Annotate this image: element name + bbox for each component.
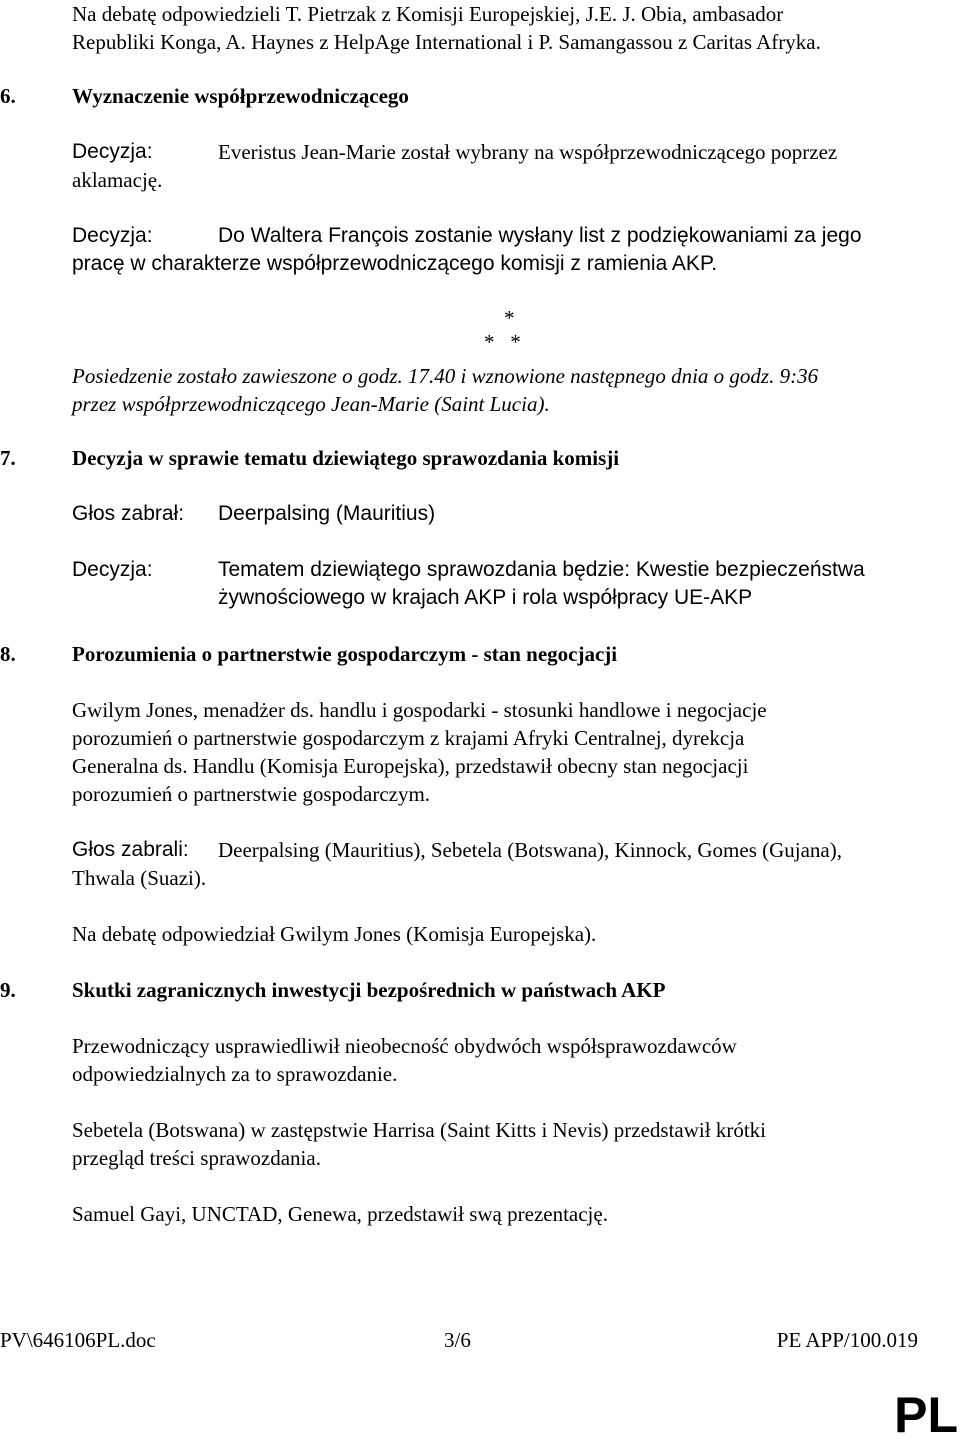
section-8-number: 8. xyxy=(0,642,16,666)
speaker-label: Głos zabrał: xyxy=(72,502,185,525)
paragraph-line: Gwilym Jones, menadżer ds. handlu i gospodarki - stosunki handlowe i negocjacje xyxy=(72,698,767,722)
decision-1-text-cont: aklamację. xyxy=(72,168,163,192)
section-9-title: Skutki zagranicznych inwestycji bezpośrednich w państwach AKP xyxy=(72,978,666,1002)
paragraph-line: przegląd treści sprawozdania. xyxy=(72,1146,321,1170)
paragraph-line: Samuel Gayi, UNCTAD, Genewa, przedstawił swą prezentację. xyxy=(72,1202,608,1226)
decision-1-text: Everistus Jean-Marie został wybrany na współprzewodniczącego poprzez xyxy=(218,140,838,164)
section-7-number: 7. xyxy=(0,446,16,470)
paragraph-line: Sebetela (Botswana) w zastępstwie Harrisa (Saint Kitts i Nevis) przedstawił krótki xyxy=(72,1118,766,1142)
decision-2-text-cont: pracę w charakterze współprzewodniczącego komisji z ramienia AKP. xyxy=(72,252,718,275)
reply-text: Na debatę odpowiedział Gwilym Jones (Komisja Europejska). xyxy=(72,922,597,946)
paragraph-line: Przewodniczący usprawiedliwił nieobecność obydwóch współsprawozdawców xyxy=(72,1034,737,1058)
paragraph-line: porozumień o partnerstwie gospodarczym z krajami Afryki Centralnej, dyrekcja xyxy=(72,726,745,750)
paragraph-line: porozumień o partnerstwie gospodarczym. xyxy=(72,782,431,806)
footer-doc-ref: PV\646106PL.doc xyxy=(0,1328,156,1352)
section-9-number: 9. xyxy=(0,978,16,1002)
speakers-list-cont: Thwala (Suazi). xyxy=(72,866,207,890)
decision-text-cont: żywnościowego w krajach AKP i rola współpracy UE-AKP xyxy=(218,586,753,609)
separator-stars-bottom: * * xyxy=(484,330,521,354)
language-mark: PL xyxy=(894,1387,958,1443)
paragraph-line: odpowiedzialnych za to sprawozdanie. xyxy=(72,1062,398,1086)
decision-label: Decyzja: xyxy=(72,224,153,247)
section-7-title: Decyzja w sprawie tematu dziewiątego sprawozdania komisji xyxy=(72,446,620,470)
intro-line-2: Republiki Konga, A. Haynes z HelpAge International i P. Samangassou z Caritas Afryka. xyxy=(72,30,821,54)
section-6-title: Wyznaczenie współprzewodniczącego xyxy=(72,84,409,108)
paragraph-line: Generalna ds. Handlu (Komisja Europejska), przedstawił obecny stan negocjacji xyxy=(72,754,749,778)
decision-label: Decyzja: xyxy=(72,140,153,163)
intro-line-1: Na debatę odpowiedzieli T. Pietrzak z Komisji Europejskiej, J.E. J. Obia, ambasador xyxy=(72,2,784,26)
footer-reference: PE APP/100.019 xyxy=(776,1328,918,1352)
section-6-number: 6. xyxy=(0,84,16,108)
session-note-line-1: Posiedzenie zostało zawieszone o godz. 17.40 i wznowione następnego dnia o godz. 9:36 xyxy=(72,364,819,388)
section-8-title: Porozumienia o partnerstwie gospodarczym - stan negocjacji xyxy=(72,642,618,666)
speakers-label: Głos zabrali: xyxy=(72,838,189,861)
separator-star-top: * xyxy=(504,306,515,330)
session-note-line-2: przez współprzewodniczącego Jean-Marie (Saint Lucia). xyxy=(72,392,550,416)
footer-page-number: 3/6 xyxy=(444,1328,471,1352)
speakers-list: Deerpalsing (Mauritius), Sebetela (Botswana), Kinnock, Gomes (Gujana), xyxy=(218,838,842,862)
speaker-name: Deerpalsing (Mauritius) xyxy=(218,502,436,525)
decision-2-text: Do Waltera François zostanie wysłany list z podziękowaniami za jego xyxy=(218,224,862,247)
decision-text: Tematem dziewiątego sprawozdania będzie: Kwestie bezpieczeństwa xyxy=(218,558,865,581)
decision-label: Decyzja: xyxy=(72,558,153,581)
